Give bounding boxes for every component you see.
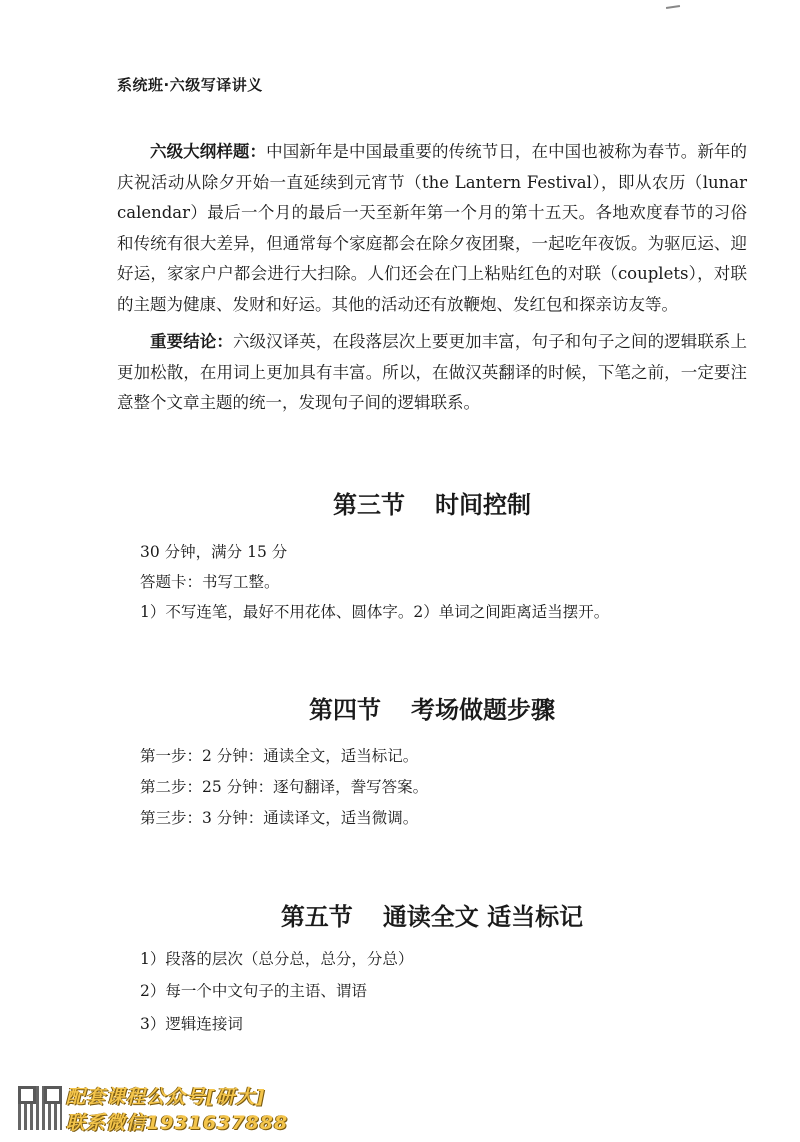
section4-line-2: 第二步：25 分钟：逐句翻译，誊写答案。 bbox=[140, 778, 429, 796]
sample-paragraph bbox=[117, 137, 747, 320]
section5-number: 第五节 bbox=[280, 903, 353, 931]
section3-number: 第三节 bbox=[333, 491, 405, 519]
watermark-line-2: 联系微信1931637888 bbox=[66, 1112, 289, 1134]
section4-number: 第四节 bbox=[309, 696, 381, 724]
conclusion-text: 六级汉译英，在段落层次上要更加丰富，句子和句子之间的逻辑联系上更加松散，在用词上更加具有丰富。所以，在做汉英翻译的时候，下笔之前，一定要注意整个文章主题的统一，发现句子间的逻辑联系。 bbox=[117, 332, 748, 412]
section5-line-3: 3）逻辑连接词 bbox=[140, 1015, 243, 1033]
section3-line-2: 答题卡：书写工整。 bbox=[140, 573, 280, 591]
conclusion-lead: 重要结论： bbox=[150, 332, 233, 351]
scan-mark bbox=[666, 5, 680, 9]
section3-heading bbox=[117, 485, 747, 520]
section3-line-1: 30 分钟，满分 15 分 bbox=[140, 543, 288, 561]
section5-line-2: 2）每一个中文句子的主语、谓语 bbox=[140, 982, 367, 1000]
page-header: 系统班·六级写译讲义 bbox=[117, 76, 263, 94]
watermark-line-1: 配套课程公众号[研大] bbox=[66, 1086, 266, 1108]
conclusion-paragraph bbox=[117, 327, 747, 419]
section5-line-1: 1）段落的层次（总分总，总分，分总） bbox=[140, 950, 414, 968]
section4-line-3: 第三步：3 分钟：通读译文，适当微调。 bbox=[140, 809, 419, 827]
section4-heading bbox=[117, 690, 747, 725]
sample-text: 中国新年是中国最重要的传统节日，在中国也被称为春节。新年的庆祝活动从除夕开始一直延续到元宵节（the Lantern Festival），即从农历（lunar calendar）最后一个月的最后一天至新年第一个月的第十五天。各地欢度春节的习俗和传统有很大差异，但通常每个家庭都会在除夕夜团聚，一起吃年夜饭。为驱厄运、迎好运，家家户户都会进行大扫除。人们还会在门上粘贴红色的对联（couplets），对联的主题为健康、发财和好运。其他的活动还有放鞭炮、发红包和探亲访友等。 bbox=[117, 142, 748, 314]
section5-heading bbox=[117, 897, 747, 932]
section3-line-3: 1）不写连笔，最好不用花体、圆体字。2）单词之间距离适当摆开。 bbox=[140, 603, 610, 621]
section3-title: 时间控制 bbox=[435, 491, 531, 519]
section4-line-1: 第一步：2 分钟：通读全文，适当标记。 bbox=[140, 747, 419, 765]
section4-title: 考场做题步骤 bbox=[411, 696, 555, 724]
section5-title: 通读全文 适当标记 bbox=[382, 903, 584, 931]
sample-lead: 六级大纲样题： bbox=[150, 142, 267, 161]
qr-code-icon bbox=[18, 1086, 62, 1130]
